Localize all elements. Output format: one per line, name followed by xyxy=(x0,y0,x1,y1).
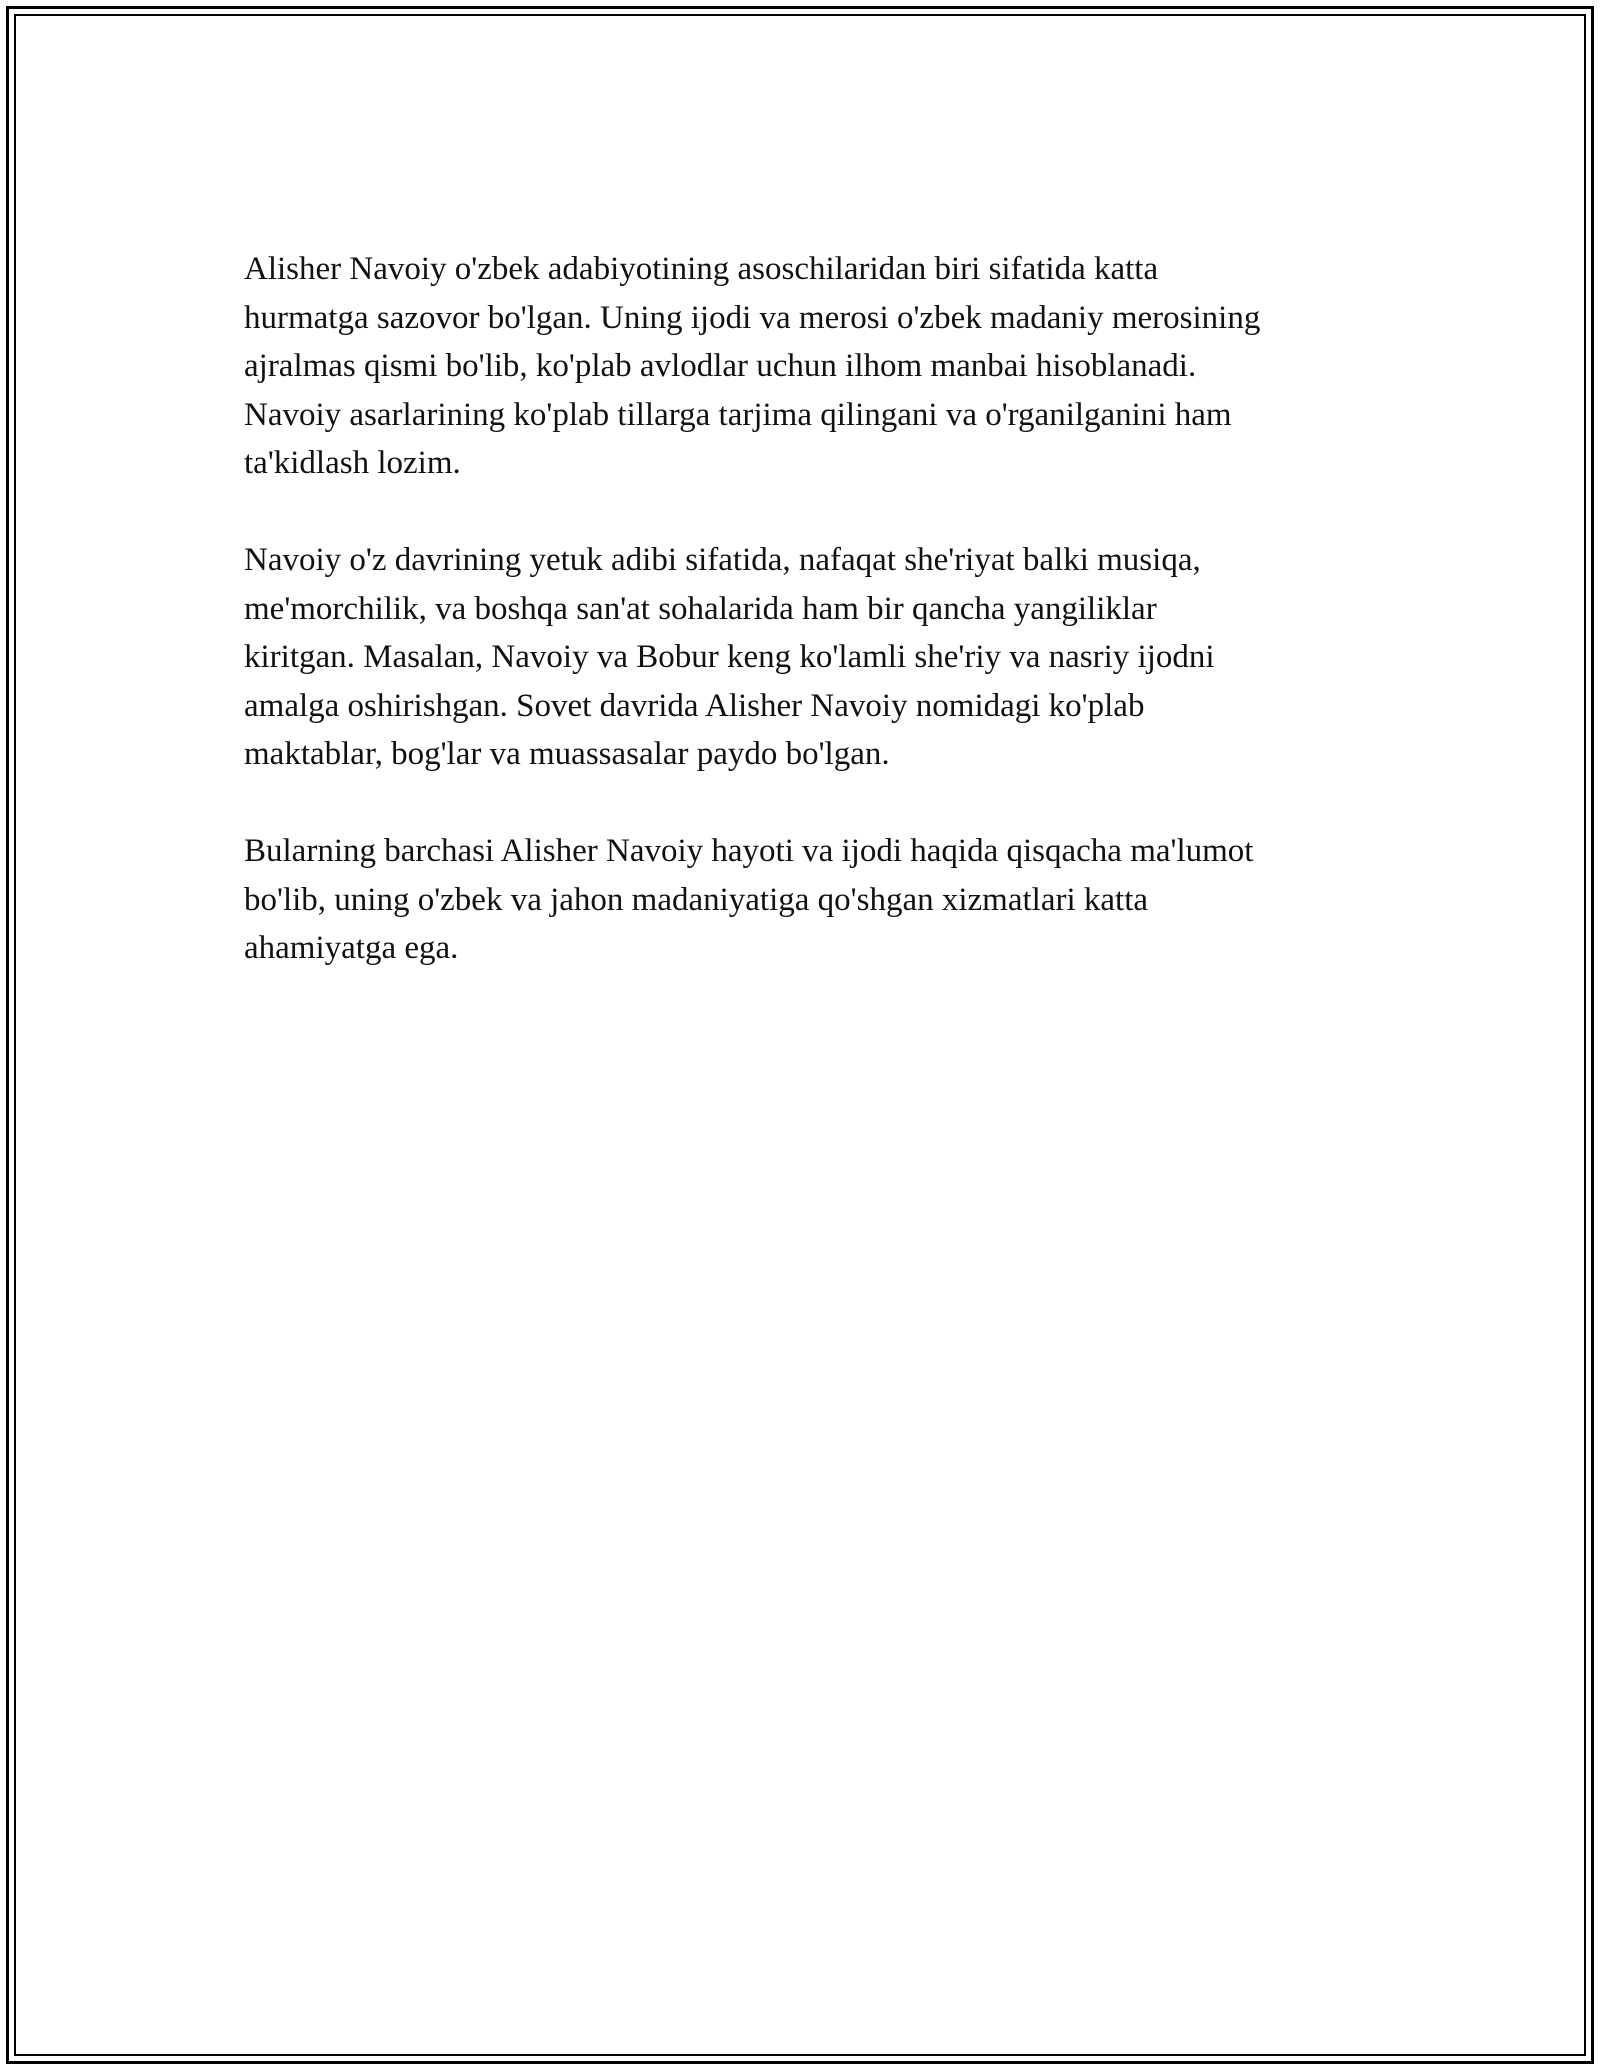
paragraph-1: Alisher Navoiy o'zbek adabiyotining asoschilaridan biri sifatida katta hurmatga sazovor bo'lgan. Uning ijodi va merosi o'zbek madaniy merosining ajralmas qismi bo'lib, ko'plab avlodlar uchun ilhom manbai hisoblanadi. Navoiy asarlarining ko'plab tillarga tarjima qilingani va o'rganilganini ham ta'kidlash lozim. xyxy=(244,251,1261,481)
page-border xyxy=(6,6,1594,2064)
paragraph-3: Bularning barchasi Alisher Navoiy hayoti va ijodi haqida qisqacha ma'lumot bo'lib, uning o'zbek va jahon madaniyatiga qo'shgan xizmatlari katta ahamiyatga ega. xyxy=(244,833,1254,966)
document-body xyxy=(244,245,1394,1021)
paragraph-2: Navoiy o'z davrining yetuk adibi sifatida, nafaqat she'riyat balki musiqa, me'morchilik, va boshqa san'at sohalarida ham bir qancha yangiliklar kiritgan. Masalan, Navoiy va Bobur keng ko'lamli she'riy va nasriy ijodni amalga oshirishgan. Sovet davrida Alisher Navoiy nomidagi ko'plab maktablar, bog'lar va muassasalar paydo bo'lgan. xyxy=(244,542,1215,772)
